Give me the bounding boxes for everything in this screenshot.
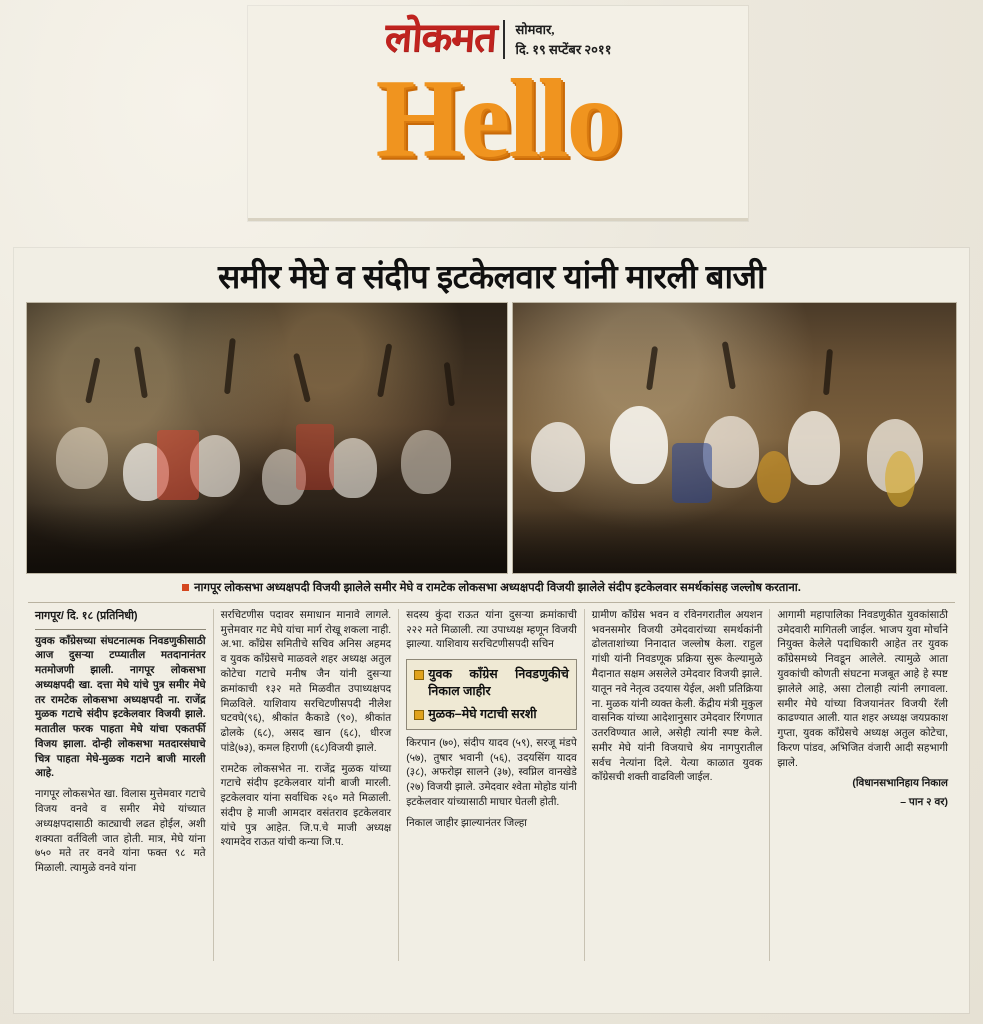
figure bbox=[329, 438, 377, 498]
end-note-line-2: – पान २ वर) bbox=[900, 797, 948, 809]
article-column-2 bbox=[214, 609, 400, 961]
garland bbox=[885, 451, 915, 507]
photo-vignette bbox=[27, 503, 507, 573]
figure bbox=[672, 443, 712, 503]
raised-arm bbox=[646, 346, 658, 390]
raised-arm bbox=[823, 349, 833, 395]
figure bbox=[56, 427, 108, 489]
paragraph: नागपूर लोकसभेत खा. विलास मुत्तेमवार गटाचे विजय वनवे व समीर मेघे यांच्यात अध्यक्षपदासाठी काट्याची लढत होईल, अशी शक्यता वर्तविली जात होती. मात्र, मेघे यांना ७५० मते तर वनवे यांना फक्त ९८ मते मिळाली. त्यामुळे वनवे यांना bbox=[35, 789, 206, 875]
section-title: Hello bbox=[375, 57, 621, 181]
figure bbox=[788, 411, 840, 485]
paragraph: निकाल जाहीर झाल्यानंतर जिल्हा bbox=[406, 817, 527, 829]
article-clipping bbox=[14, 248, 969, 1013]
article-column-4 bbox=[585, 609, 771, 961]
photo-vignette bbox=[513, 508, 956, 573]
paragraph: सदस्य कुंदा राऊत यांना दुसऱ्या क्रमांकाची २२२ मते मिळाली. त्या उपाध्यक्ष म्हणून विजयी झाल्या. याशिवाय सरचिटणीसपदी सचिन bbox=[406, 609, 577, 651]
raised-arm bbox=[722, 341, 736, 389]
masthead-date bbox=[503, 20, 611, 59]
article-column-1 bbox=[28, 609, 214, 961]
paragraph: रामटेक लोकसभेत ना. राजेंद्र मुळक यांच्या गटाचे संदीप इटकेलवार यांनी बाजी मारली. इटकेलवार यांना सर्वाधिक २६० मते मिळाली. संदीप हे माजी आमदार वसंतराव इटकेलवार यांचे पुत्र आहेत. जि.प.चे माजी अध्यक्ष श्यामदेव राऊत यांची कन्या जि.प. bbox=[220, 763, 392, 849]
paragraph: किरपान (७०), संदीप यादव (५९), सरजू मंडपे (५७), तुषार भवानी (५६), उदयसिंग यादव (३८), अफरोझ सालने (३७), स्वप्निल वानखेडे (२७) विजयी झाले. उमेदवार श्वेता मोहोड यांनी इटकेलवार यांच्यासाठी माघार घेतली होती. bbox=[406, 737, 577, 808]
raised-arm bbox=[377, 344, 392, 398]
figure bbox=[610, 406, 668, 484]
dateline: नागपूर/ दि. १८ (प्रतिनिधी) bbox=[35, 609, 206, 630]
masthead-logo-row bbox=[248, 6, 748, 59]
masthead-day: सोमवार, bbox=[515, 22, 555, 37]
figure bbox=[296, 424, 334, 490]
raised-arm bbox=[293, 352, 311, 402]
paragraph: ग्रामीण काँग्रेस भवन व रविनगरातील अयशन भवनसमोर विजयी उमेदवारांच्या समर्थकांनी ढोलताशांच्या निनादात जल्लोष केला. राहुल गांधी यांनी निवडणूक प्रक्रिया सुरू केल्यामुळे मैदानात सक्षम असलेले उमेदवार विजयी झाले. यातून नवे नेतृत्व उदयास येईल, अशी प्रतिक्रिया ना. मुळक यांनी व्यक्त केली. केंद्रीय मंत्री मुकुल वासनिक यांच्या आदेशानुसार उमेदवार रिंगणात उतरविण्यात आले, असेही त्यांनी स्पष्ट केले. समीर मेघे यांनी विजयाचे श्रेय नागपुरातील सर्वच नेत्यांना दिले. येत्या काळात युवक काँग्रेसची शक्ती वाढविली जाईल. bbox=[591, 609, 763, 784]
square-bullet-icon bbox=[182, 584, 189, 591]
masthead-date-value: दि. १९ सप्टेंबर २०११ bbox=[515, 41, 612, 57]
highlight-list bbox=[414, 666, 569, 723]
photo-strip bbox=[26, 302, 957, 574]
figure bbox=[401, 430, 451, 494]
raised-arm bbox=[85, 357, 100, 403]
end-note-line-1: (विधानसभानिहाय निकाल bbox=[852, 778, 948, 790]
figure bbox=[157, 430, 199, 500]
highlight-item: युवक काँग्रेस निवडणुकीचे निकाल जाहीर bbox=[414, 666, 569, 700]
paragraph: युवक काँग्रेसच्या संघटनात्मक निवडणुकीसाठी आज दुसऱ्या टप्प्यातील मतदानानंतर मतमोजणी झाली. नागपूर लोकसभा अध्यक्षपदी खा. दत्ता मेघे यांचे पुत्र समीर मेघे तर रामटेक लोकसभा अध्यक्षपदी ना. राजेंद्र मुळक गटाचे संदीप इटकेलवार विजयी झाले. मतातील फरक पाहता मेघे यांचा एकतर्फी विजय झाला. दोन्ही लोकसभा मतदारसंघाचे चित्र पाहता मेघे-मुळक गटाने बाजी मारली आहे. bbox=[35, 635, 206, 780]
photo-winners-group bbox=[512, 302, 957, 574]
divider bbox=[28, 602, 955, 603]
highlight-item: मुळक–मेघे गटाची सरशी bbox=[414, 706, 569, 723]
photo-caption bbox=[28, 580, 955, 595]
article-headline: समीर मेघे व संदीप इटकेलवार यांनी मारली बाजी bbox=[217, 258, 766, 295]
masthead bbox=[248, 6, 748, 221]
raised-arm bbox=[224, 338, 236, 394]
article-column-5 bbox=[770, 609, 955, 961]
highlight-box bbox=[406, 659, 577, 730]
lokmat-logo: लोकमत bbox=[383, 15, 498, 60]
garland bbox=[757, 451, 791, 503]
article-body bbox=[28, 609, 955, 961]
raised-arm bbox=[444, 362, 455, 406]
article-column-3 bbox=[399, 609, 585, 961]
photo-crowd-celebration bbox=[26, 302, 508, 574]
figure bbox=[531, 422, 585, 492]
photo-crowd-image bbox=[27, 303, 507, 573]
paragraph: आगामी महापालिका निवडणुकीत युवकांसाठी उमेदवारी मागितली जाईल. भाजप युवा मोर्चाने नियुक्त केलेले पदाधिकारी आहेत तर युवक काँग्रेसमध्ये निवडून आलेले. त्यामुळे आता युवकांची कोणती संघटना मजबूत आहे हे स्पष्ट झालेले आहे, असा टोलाही त्यांनी लगावला. समीर मेघे यांच्या विजयानंतर विजयी रॅली काढण्यात आली. यात शहर अध्यक्ष जयप्रकाश गुप्ता, युवक काँग्रेसचे अध्यक्ष अतुल कोटेचा, किरण पांडव, अभिजित वंजारी आदी सहभागी झाले. bbox=[777, 609, 948, 769]
photo-winners-image bbox=[513, 303, 956, 573]
paragraph: सरचिटणीस पदावर समाधान मानावे लागले. मुत्तेमवार गट मेघे यांचा मार्ग रोखू शकला नाही. अ.भा. काँग्रेस समितीचे सचिव अनिस अहमद व युवक काँग्रेसचे माळवले शहर अध्यक्ष अतुल कोटेचा गटाचे मनीष जैन यांनी दुसऱ्या क्रमांकाची १३२ मते मिळवीत उपाध्यक्षपद मिळविले. याशिवाय सरचिटणीसपदी नीलेश घटवघे(९६), श्रीकांत कैकाडे (९०), श्रीकांत ढोलके (६८), असद खान (६८), धीरज पांडे(७३), कमल हिराणी (६८)विजयी झाले. bbox=[220, 609, 392, 754]
masthead-rule bbox=[248, 218, 748, 221]
photo-caption-text: नागपूर लोकसभा अध्यक्षपदी विजयी झालेले समीर मेघे व रामटेक लोकसभा अध्यक्षपदी विजयी झालेले संदीप इटकेलवार समर्थकांसह जल्लोष करताना. bbox=[194, 581, 801, 594]
raised-arm bbox=[134, 346, 148, 398]
